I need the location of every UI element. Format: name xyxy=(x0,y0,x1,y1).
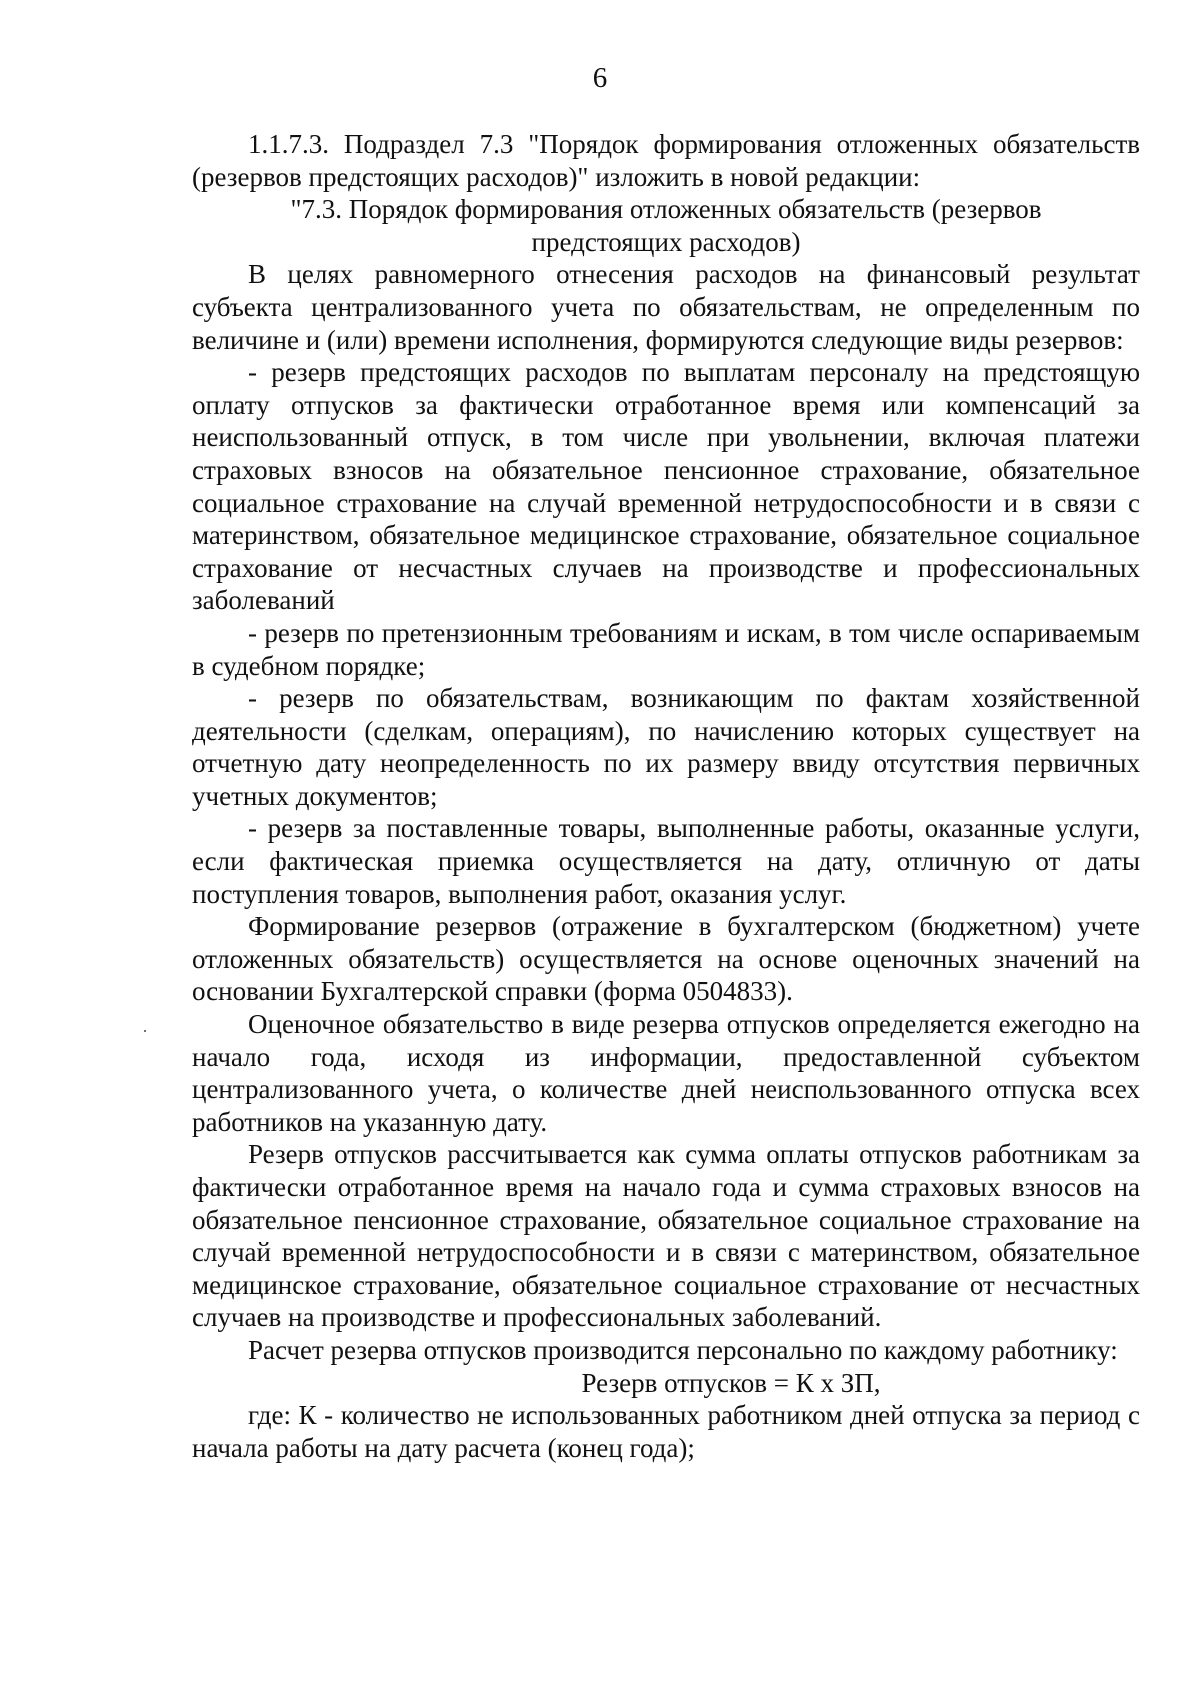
scan-speck xyxy=(144,1030,146,1032)
estimate-paragraph: Оценочное обязательство в виде резерва отпусков определяется ежегодно на начало года, исходя из информации, предоставленной субъектом централизованного учета, о количестве дней неиспользованного отпуска всех работников на указанную дату. xyxy=(192,1009,1140,1137)
reserve-item-goods: - резерв за поставленные товары, выполненные работы, оказанные услуги, если фактическая приемка осуществляется на дату, отличную от даты поступления товаров, выполнения работ, оказания услуг. xyxy=(192,813,1140,909)
formation-paragraph: Формирование резервов (отражение в бухгалтерском (бюджетном) учете отложенных обязательств) осуществляется на основе оценочных значений на основании Бухгалтерской справки (форма 0504833). xyxy=(192,911,1140,1007)
reserve-item-claims: - резерв по претензионным требованиям и искам, в том числе оспариваемым в судебном порядке; xyxy=(192,617,1140,681)
reserve-item-obligations: - резерв по обязательствам, возникающим по фактам хозяйственной деятельности (сделкам, операциям), по начислению которых существует на отчетную дату неопределенность по их размеру ввиду отсутствия первичных учетных документов; xyxy=(192,683,1140,811)
page-number: 6 xyxy=(592,62,608,94)
formula: Резерв отпусков = К х ЗП, xyxy=(581,1367,881,1398)
calculation-paragraph: Резерв отпусков рассчитывается как сумма оплаты отпусков работникам за фактически отработанное время на начало года и сумма страховых взносов на обязательное пенсионное страхование, обязательное социальное страхование на случай временной нетрудоспособности и в связи с материнством, обязательное медицинское страхование, обязательное социальное страхование от несчастных случаев на производстве и профессиональных заболеваний. xyxy=(192,1139,1140,1333)
amendment-paragraph: 1.1.7.3. Подраздел 7.3 "Порядок формирования отложенных обязательств (резервов предстоящих расходов)" изложить в новой редакции: xyxy=(192,129,1140,192)
document-body xyxy=(192,128,1140,1464)
per-employee-paragraph: Расчет резерва отпусков производится персонально по каждому работнику: xyxy=(248,1334,1118,1365)
reserve-item-vacation: - резерв предстоящих расходов по выплатам персоналу на предстоящую оплату отпусков за фактически отработанное время или компенсаций за неиспользованный отпуск, в том числе при увольнении, включая платежи страховых взносов на обязательное пенсионное страхование, обязательное социальное страхование на случай временной нетрудоспособности и в связи с материнством, обязательное медицинское страхование, обязательное социальное страхование от несчастных случаев на производстве и профессиональных заболеваний xyxy=(192,357,1140,616)
where-paragraph: где: К - количество не использованных работником дней отпуска за период с начала работы на дату расчета (конец года); xyxy=(192,1400,1140,1463)
intro-paragraph: В целях равномерного отнесения расходов на финансовый результат субъекта централизованного учета по обязательствам, не определенным по величине и (или) времени исполнения, формируются следующие виды резервов: xyxy=(192,259,1140,355)
section-title: "7.3. Порядок формирования отложенных обязательств (резервов предстоящих расходов) xyxy=(290,194,1042,257)
